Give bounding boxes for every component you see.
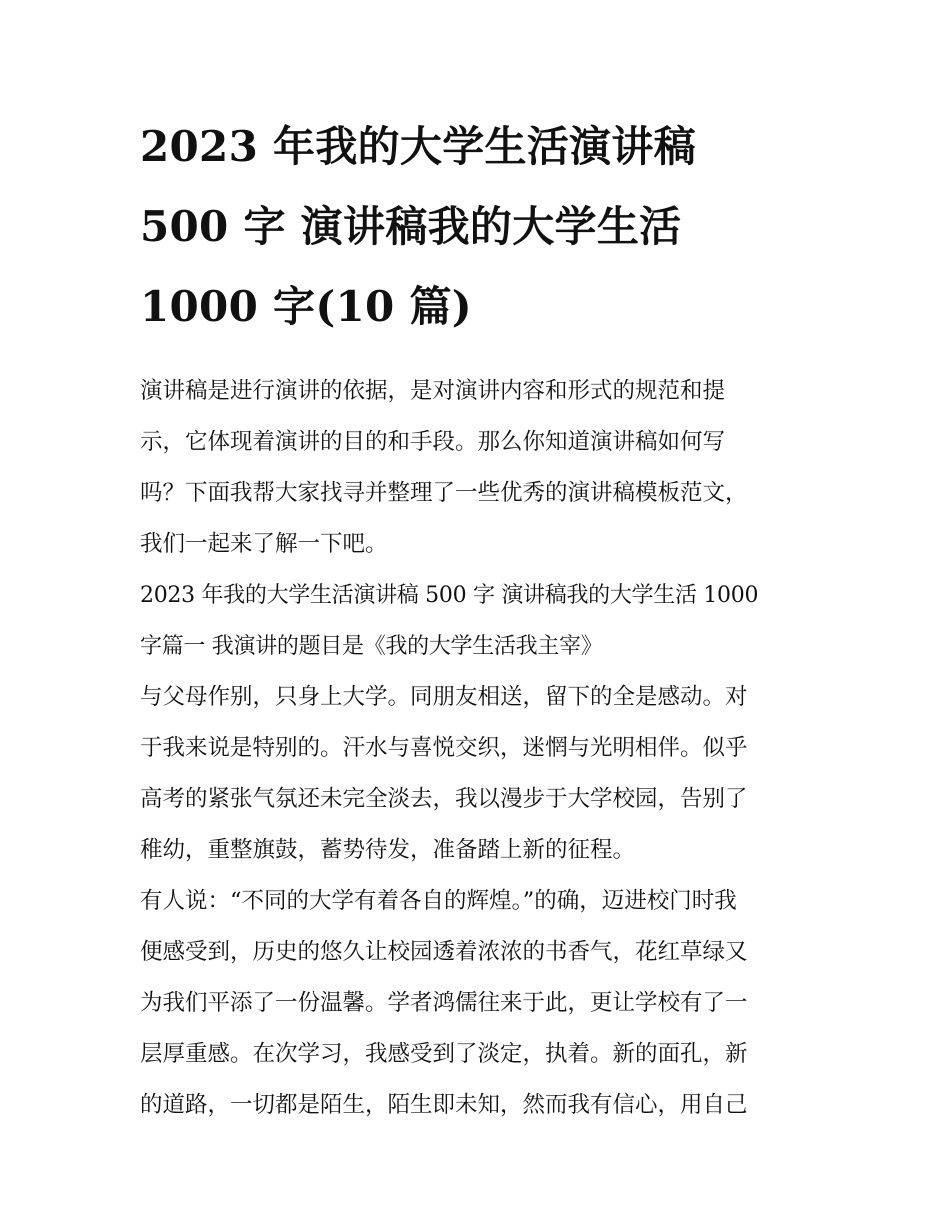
text-line: 我们一起来了解一下吧。 bbox=[140, 531, 388, 557]
text-line: 便感受到，历史的悠久让校园透着浓浓的书香气，花红草绿又 bbox=[140, 939, 748, 965]
text-line: 有人说：“不同的大学有着各自的辉煌。”的确，迈进校门时我 bbox=[140, 888, 737, 914]
text-line: 为我们平添了一份温馨。学者鸿儒往来于此，更让学校有了一 bbox=[140, 990, 748, 1016]
document-page bbox=[140, 110, 812, 1131]
body-paragraph bbox=[140, 672, 812, 876]
title-line: 500 字 演讲稿我的大学生活 bbox=[140, 202, 682, 251]
text-line: 稚幼，重整旗鼓，蓄势待发，准备踏上新的征程。 bbox=[140, 837, 636, 863]
text-line: 字篇一 我演讲的题目是《我的大学生活我主宰》 bbox=[140, 634, 603, 659]
title-line: 2023 年我的大学生活演讲稿 bbox=[140, 122, 697, 171]
text-line: 吗？下面我帮大家找寻并整理了一些优秀的演讲稿模板范文， bbox=[140, 480, 748, 506]
intro-paragraph bbox=[140, 366, 812, 570]
section-heading bbox=[140, 570, 812, 672]
text-line: 与父母作别，只身上大学。同朋友相送，留下的全是感动。对 bbox=[140, 684, 748, 710]
text-line: 2023 年我的大学生活演讲稿 500 字 演讲稿我的大学生活 1000 bbox=[140, 583, 759, 608]
text-line: 演讲稿是进行演讲的依据，是对演讲内容和形式的规范和提 bbox=[140, 378, 726, 404]
text-line: 高考的紧张气氛还未完全淡去，我以漫步于大学校园，告别了 bbox=[140, 786, 748, 812]
text-line: 于我来说是特别的。汗水与喜悦交织，迷惘与光明相伴。似乎 bbox=[140, 735, 748, 761]
text-line: 示，它体现着演讲的目的和手段。那么你知道演讲稿如何写 bbox=[140, 429, 726, 455]
title-line: 1000 字(10 篇) bbox=[140, 282, 472, 331]
text-line: 层厚重感。在次学习，我感受到了淡定，执着。新的面孔，新 bbox=[140, 1041, 748, 1067]
document-title bbox=[140, 110, 812, 350]
body-paragraph bbox=[140, 876, 812, 1131]
text-line: 的道路，一切都是陌生，陌生即未知，然而我有信心，用自己 bbox=[140, 1092, 748, 1118]
